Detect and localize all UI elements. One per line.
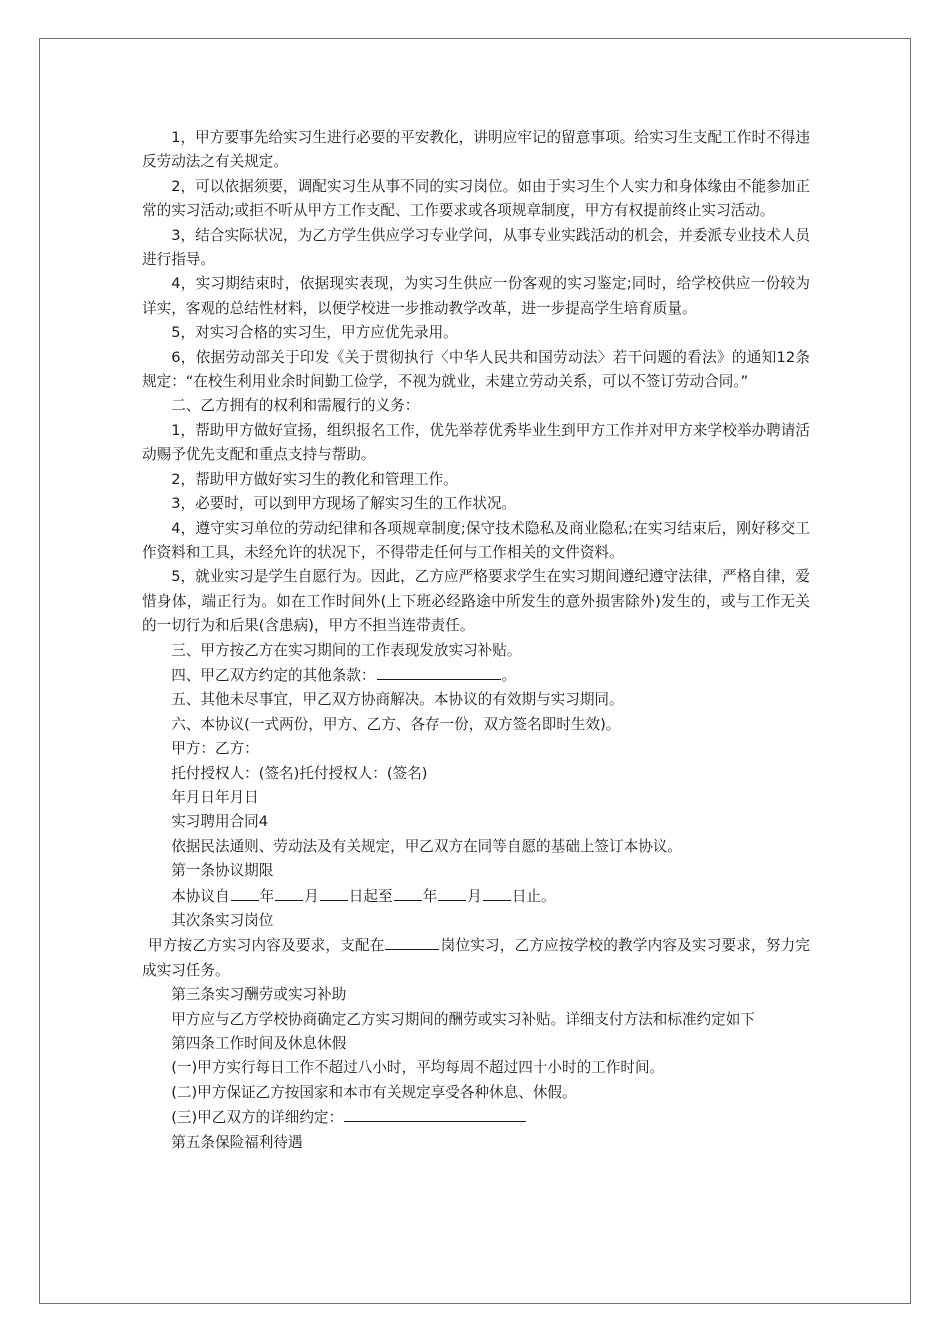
paragraph: 3，必要时，可以到甲方现场了解实习生的工作状况。 [171,495,517,513]
detailed-agreement-blank [344,1105,526,1122]
paragraph: 5，对实习合格的实习生，甲方应优先录用。 [171,324,458,342]
start-month-blank [275,884,303,901]
other-terms-blank [377,663,501,680]
post-text: 甲方按乙方实习内容及要求，支配在 [148,937,385,955]
paragraph: 甲方应与乙方学校协商确定乙方实习期间的酬劳或实习补贴。详细支付方法和标准约定如下 [171,1010,755,1028]
period-text: 日起至 [348,887,393,905]
clause-four-end: 。 [501,666,517,684]
article-heading: 第一条协议期限 [171,862,274,880]
paragraph: 5，就业实习是学生自愿行为。因此，乙方应严格要求学生在实习期间遵纪遵守法律，严格自律，爱惜身体，端正行为。如在工作时间外(上下班必经路途中所发生的意外损害除外)发生的，或与工作无关的一切行为和后果(含患病)，甲方不担当连带责任。 [142,568,810,635]
paragraph: 1，甲方要事先给实习生进行必要的平安教化，讲明应牢记的留意事项。给实习生支配工作时不得违反劳动法之有关规定。 [142,129,810,171]
paragraph: 1，帮助甲方做好宣扬，组织报名工作，优先举荐优秀毕业生到甲方工作并对甲方来学校举办聘请活动赐予优先支配和重点支持与帮助。 [142,421,810,464]
paragraph: 依据民法通则、劳动法及有关规定，甲乙双方在同等自愿的基础上签订本协议。 [171,837,682,855]
start-year-blank [231,884,259,901]
clause-four [142,663,810,688]
article-heading: 第三条实习酬劳或实习补助 [171,986,347,1004]
article-heading: 第四条工作时间及休息休假 [171,1035,347,1053]
period-text: 月 [304,887,319,905]
contract-title: 实习聘用合同4 [171,813,269,831]
paragraph: (一)甲方实行每日工作不超过八小时，平均每周不超过四十小时的工作时间。 [171,1059,665,1077]
paragraph: 4，实习期结束时，依据现实表现，为实习生供应一份客观的实习鉴定;同时，给学校供应一份较为详实，客观的总结性材料，以便学校进一步推动教学改革，进一步提高学生培育质量。 [142,275,810,317]
article-heading: 第五条保险福利待遇 [171,1133,303,1151]
clause-three-sub-text: (三)甲乙双方的详细约定： [171,1109,344,1127]
period-text: 日止。 [511,887,556,905]
clause-four-text: 四、甲乙双方约定的其他条款： [171,666,376,684]
start-day-blank [320,884,348,901]
period-text: 年 [259,887,275,905]
paragraph: 三、甲方按乙方在实习期间的工作表现发放实习补贴。 [171,641,522,659]
paragraph: 五、其他未尽事宜，甲乙双方协商解决。本协议的有效期与实习期同。 [171,691,624,709]
section-heading: 二、乙方拥有的权利和需履行的义务： [171,397,420,415]
paragraph: 六、本协议(一式两份，甲方、乙方、各存一份，双方签名即时生效)。 [171,715,621,733]
post-text: 岗位实习，乙方应按学校的教学内容及实习要求，努力完成实习任务。 [142,937,810,979]
paragraph: 6，依据劳动部关于印发《关于贯彻执行〈中华人民共和国劳动法〉若干问题的看法》的通知12条规定：“在校生利用业余时间勤工俭学，不视为就业，未建立劳动关系，可以不签订劳动合同。” [142,348,810,391]
paragraph: (二)甲方保证乙方按国家和本市有关规定享受各种休息、休假。 [171,1083,577,1101]
clause-three-sub [142,1105,810,1130]
period-text: 年 [422,887,438,905]
contract-body [142,126,810,1155]
paragraph: 4，遵守实习单位的劳动纪律和各项规章制度;保守技术隐私及商业隐私;在实习结束后，刚好移交工作资料和工具，未经允许的状况下，不得带走任何与工作相关的文件资料。 [142,519,810,561]
end-day-blank [483,884,511,901]
paragraph: 2，可以依据须要，调配实习生从事不同的实习岗位。如由于实习生个人实力和身体缘由不能参加正常的实习活动;或拒不听从甲方工作支配、工作要求或各项规章制度，甲方有权提前终止实习活动。 [142,177,810,220]
internship-post [142,933,810,983]
article-heading: 其次条实习岗位 [171,912,274,929]
paragraph: 2，帮助甲方做好实习生的教化和管理工作。 [171,470,458,488]
period-text: 月 [467,887,482,905]
period-text: 本协议自 [171,887,230,905]
signature-agents: 托付授权人：(签名)托付授权人：(签名) [171,764,428,782]
signature-dates: 年月日年月日 [171,788,259,806]
post-blank [385,933,439,950]
paragraph: 3，结合实际状况，为乙方学生供应学习专业学问，从事专业实践活动的机会，并委派专业技术人员进行指导。 [142,226,810,269]
signature-parties: 甲方：乙方： [171,740,259,758]
agreement-period [142,884,810,909]
end-month-blank [438,884,466,901]
end-year-blank [394,884,422,901]
